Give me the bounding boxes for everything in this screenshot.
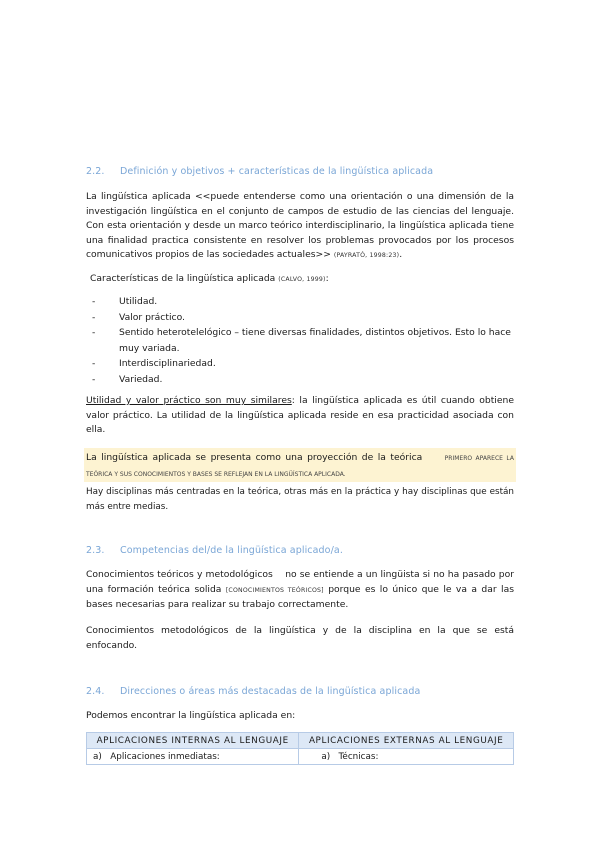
list-item-text: Variedad.: [119, 373, 163, 385]
table-header-external: APLICACIONES EXTERNAS AL LENGUAJE: [299, 733, 514, 749]
list-dash: -: [92, 358, 96, 369]
definition-paragraph: [86, 190, 514, 264]
disciplines-paragraph: Hay disciplinas más centradas en la teórica, otras más en la práctica y hay disciplinas que están más entre medias.: [86, 487, 514, 512]
definition-lead: La lingüística aplicada: [86, 191, 191, 202]
competencies-text: Conocimientos teóricos y metodológicos no se entiende a un lingüista si no ha pasado por una formación teórica solida: [86, 569, 517, 595]
list-item-text: Utilidad.: [119, 296, 158, 307]
section-2-3-heading: [86, 545, 343, 556]
list-dash: -: [92, 311, 96, 323]
characteristics-list: [92, 294, 514, 387]
list-item: [92, 325, 514, 356]
list-item: [92, 372, 514, 388]
list-item-text: Interdisciplinariedad.: [119, 358, 216, 369]
section-2-4-heading: [86, 686, 420, 697]
section-title: Competencias del/de la lingüística aplicado/a.: [120, 545, 343, 556]
list-item: [92, 294, 514, 310]
definition-citation: (PAYRATÓ, 1998:23): [333, 252, 400, 259]
section-title: Definición y objetivos + características de la lingüística aplicada: [120, 166, 434, 177]
competencies-paragraph-1: [86, 568, 517, 613]
table-cell: a) Aplicaciones inmediatas:: [87, 749, 299, 765]
list-item-text: Sentido heterotelelógico – tiene diversas finalidades, distintos objetivos. Esto lo hace muy variada.: [119, 327, 511, 354]
section-title: Direcciones o áreas más destacadas de la lingüística aplicada: [120, 686, 421, 697]
characteristics-citation: (CALVO, 1999): [278, 276, 326, 283]
areas-intro: Podemos encontrar la lingüística aplicada en:: [86, 710, 296, 721]
list-dash: -: [92, 373, 96, 385]
list-item: [92, 310, 514, 326]
section-number: 2.4.: [86, 686, 105, 697]
section-2-2-heading: [86, 166, 433, 177]
utility-paragraph: [86, 394, 514, 438]
list-dash: -: [92, 327, 96, 338]
competencies-end: porque es lo único que le va a dar las bases necesarias para realizar su trabajo correctamente.: [86, 583, 517, 610]
utility-rest: : la lingüística aplicada es útil cuando obtiene valor práctico. La utilidad de la lingüística aplicada reside en esa practicidad asociada con ella.: [86, 395, 514, 435]
definition-end: .: [399, 249, 403, 260]
table-header-row: [87, 733, 514, 749]
definition-quote: <<puede entenderse como una orientación o una dimensión de la investigación lingüística en el conjunto de campos de estudio de las ciencias del lenguaje. Con esta orientación y desde un marco teórico interdisciplinario, la lingüística aplicada tiene una finalidad practica consistente en resolver los problemas provocados por los procesos comunicativos propios de las sociedades actuales>>: [86, 191, 515, 260]
section-number: 2.2.: [86, 166, 105, 177]
table-header-internal: APLICACIONES INTERNAS AL LENGUAJE: [87, 733, 299, 749]
list-item-text: Valor práctico.: [119, 311, 185, 323]
list-dash: -: [92, 296, 96, 307]
list-item: [92, 356, 514, 372]
table-row: [87, 749, 514, 765]
characteristics-intro-text: Características de la lingüística aplicada: [90, 273, 279, 284]
characteristics-colon: :: [325, 273, 329, 284]
competencies-paragraph-2: Conocimientos metodológicos de la lingüística y de la disciplina en la que se está enfocando.: [86, 625, 514, 651]
projection-paragraph: [86, 450, 514, 482]
competencies-note: [CONOCIMIENTOS TEÓRICOS]: [225, 586, 324, 594]
table-cell: a) Técnicas:: [299, 749, 514, 765]
projection-main: La lingüística aplicada se presenta como una proyección de la teórica: [86, 452, 423, 463]
utility-underlined: Utilidad y valor práctico son muy similares: [86, 395, 292, 406]
projection-note: PRIMERO APARECE LA TEÓRICA Y SUS CONOCIMIENTOS Y BASES SE REFLEJAN EN LA LINGÜÍSTICA APLICADA.: [86, 455, 514, 478]
applications-table: [86, 732, 514, 765]
characteristics-intro: [90, 272, 518, 288]
section-number: 2.3.: [86, 545, 105, 556]
